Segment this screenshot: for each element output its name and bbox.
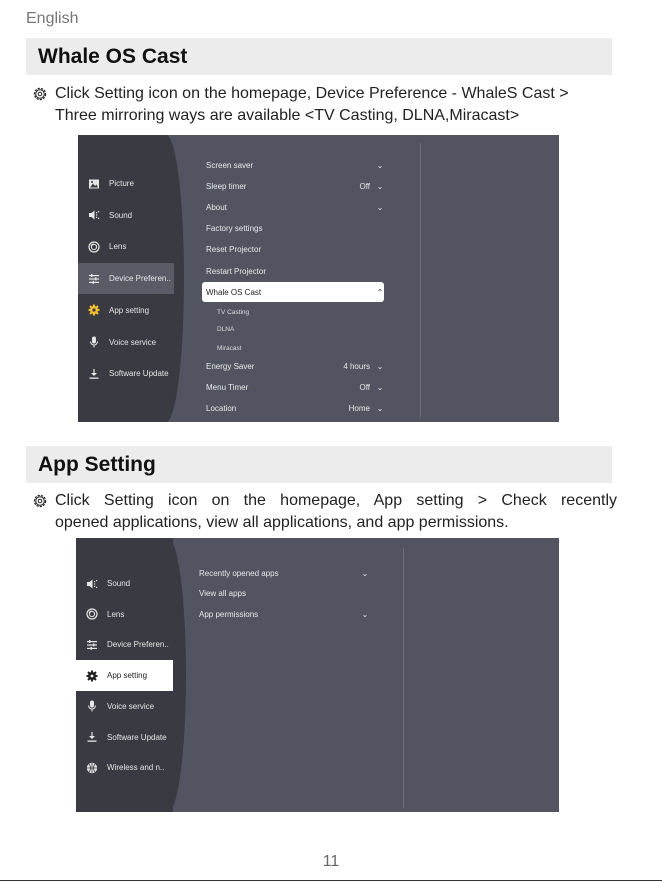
instruction-line-1: Click Setting icon on the homepage, Device Preference - WhaleS Cast > — [55, 85, 569, 102]
sidebar-item-sound[interactable] — [78, 200, 174, 231]
chevron-down-icon: ⌄ — [376, 361, 384, 371]
settings-row-sleep-timer[interactable] — [206, 176, 384, 196]
page-number: 11 — [322, 853, 340, 870]
gear-icon — [32, 86, 48, 102]
sidebar-item-label: Device Preferen.. — [109, 274, 171, 284]
sidebar-item-sound[interactable] — [76, 568, 173, 599]
sidebar-item-lens[interactable] — [78, 231, 174, 262]
settings-row-about[interactable] — [206, 197, 384, 217]
row-label: Sleep timer — [206, 181, 247, 191]
sidebar-item-software-update[interactable] — [76, 722, 173, 753]
row-value: Off — [359, 382, 370, 392]
sound-icon — [86, 578, 98, 590]
row-label: Menu Timer — [206, 382, 249, 392]
instruction-line-2: Three mirroring ways are available <TV Casting, DLNA,Miracast> — [55, 107, 520, 124]
row-label: Whale OS Cast — [206, 287, 262, 297]
microphone-icon — [88, 336, 100, 348]
sidebar-item-app-setting[interactable] — [78, 295, 174, 326]
sidebar-item-label: Device Preferen.. — [107, 640, 169, 650]
row-label: Recently opened apps — [199, 568, 279, 578]
row-value: Home — [348, 403, 370, 413]
sound-icon — [88, 209, 100, 221]
settings-row-whale-os-cast[interactable] — [202, 282, 384, 302]
language-label: English — [26, 10, 79, 27]
settings-row-location[interactable] — [206, 398, 384, 418]
sidebar-item-label: Voice service — [107, 701, 155, 711]
settings-row-factory-settings[interactable] — [206, 218, 384, 238]
sidebar-item-voice-service[interactable] — [76, 691, 173, 722]
sidebar-item-label: App setting — [109, 305, 150, 315]
row-label: App permissions — [199, 609, 259, 619]
sidebar-item-label: Wireless and n.. — [107, 763, 165, 773]
sidebar-item-voice-service[interactable] — [78, 327, 174, 358]
row-label: Miracast — [217, 344, 242, 352]
row-label: Restart Projector — [206, 266, 267, 276]
sidebar-item-label: Lens — [107, 609, 125, 619]
sidebar-item-app-setting[interactable] — [76, 660, 173, 691]
panel-divider — [403, 548, 404, 808]
microphone-icon — [86, 700, 98, 712]
chevron-up-icon: ⌃ — [376, 287, 384, 297]
instruction-whale-os-cast — [32, 83, 617, 127]
sidebar-item-software-update[interactable] — [78, 358, 174, 389]
device-preference-icon — [86, 639, 98, 651]
download-icon — [86, 731, 98, 743]
lens-icon — [88, 241, 100, 253]
bottom-rule — [0, 880, 662, 881]
chevron-down-icon: ⌄ — [376, 181, 384, 191]
sidebar-item-label: App setting — [107, 671, 148, 681]
section-heading-whale-os-cast: Whale OS Cast — [26, 38, 612, 75]
sidebar-item-label: Software Update — [107, 732, 167, 742]
settings-row-restart-projector[interactable] — [206, 261, 384, 281]
settings-row-energy-saver[interactable] — [206, 356, 384, 376]
instruction-app-setting — [32, 490, 617, 534]
row-label: Energy Saver — [206, 361, 255, 371]
settings-row-dlna[interactable] — [217, 319, 384, 339]
sidebar-item-lens[interactable] — [76, 599, 173, 630]
settings-screenshot-device-preference — [78, 135, 559, 422]
chevron-down-icon: ⌄ — [376, 403, 384, 413]
row-value: 4 hours — [343, 361, 370, 371]
gear-icon — [86, 670, 98, 682]
gear-icon — [32, 493, 48, 509]
sidebar-item-picture[interactable] — [78, 168, 174, 199]
picture-icon — [88, 178, 100, 190]
settings-row-recently-opened-apps[interactable] — [199, 563, 369, 583]
sidebar-item-label: Lens — [109, 242, 127, 252]
row-value: Off — [359, 181, 370, 191]
instruction-line-1: Click Setting icon on the homepage, App setting > Check recently — [55, 492, 617, 509]
row-label: DLNA — [217, 325, 235, 333]
section-heading-app-setting: App Setting — [26, 446, 612, 483]
download-icon — [88, 368, 100, 380]
settings-row-reset-projector[interactable] — [206, 239, 384, 259]
sidebar-item-device-preferen[interactable] — [78, 263, 174, 294]
chevron-down-icon: ⌄ — [376, 382, 384, 392]
row-label: Location — [206, 403, 237, 413]
settings-row-menu-timer[interactable] — [206, 377, 384, 397]
row-label: Screen saver — [206, 160, 254, 170]
sidebar-item-label: Picture — [109, 179, 134, 188]
settings-row-app-permissions[interactable] — [199, 604, 369, 624]
settings-row-miracast[interactable] — [217, 338, 384, 358]
sidebar-item-label: Sound — [107, 579, 131, 588]
globe-icon — [86, 762, 98, 774]
gear-icon — [88, 304, 100, 316]
row-label: Factory settings — [206, 223, 263, 233]
sidebar-item-device-preferen[interactable] — [76, 629, 173, 660]
chevron-down-icon: ⌄ — [361, 609, 369, 619]
row-label: About — [206, 202, 227, 212]
lens-icon — [86, 608, 98, 620]
chevron-down-icon: ⌄ — [376, 160, 384, 170]
row-label: TV Casting — [217, 308, 250, 316]
chevron-down-icon: ⌄ — [376, 202, 384, 212]
sidebar-item-label: Sound — [109, 210, 133, 220]
sidebar-item-label: Voice service — [109, 337, 157, 347]
settings-row-view-all-apps[interactable] — [199, 583, 369, 603]
sidebar-item-wireless-and-n[interactable] — [76, 752, 173, 783]
device-preference-icon — [88, 273, 100, 285]
settings-row-screen-saver[interactable] — [206, 155, 384, 175]
chevron-down-icon: ⌄ — [361, 568, 369, 578]
settings-screenshot-app-setting — [76, 538, 559, 812]
panel-divider — [420, 143, 421, 418]
row-label: Reset Projector — [206, 244, 262, 254]
instruction-line-2: opened applications, view all applications, and app permissions. — [55, 514, 509, 531]
sidebar-item-label: Software Update — [109, 369, 169, 379]
row-label: View all apps — [199, 588, 246, 598]
